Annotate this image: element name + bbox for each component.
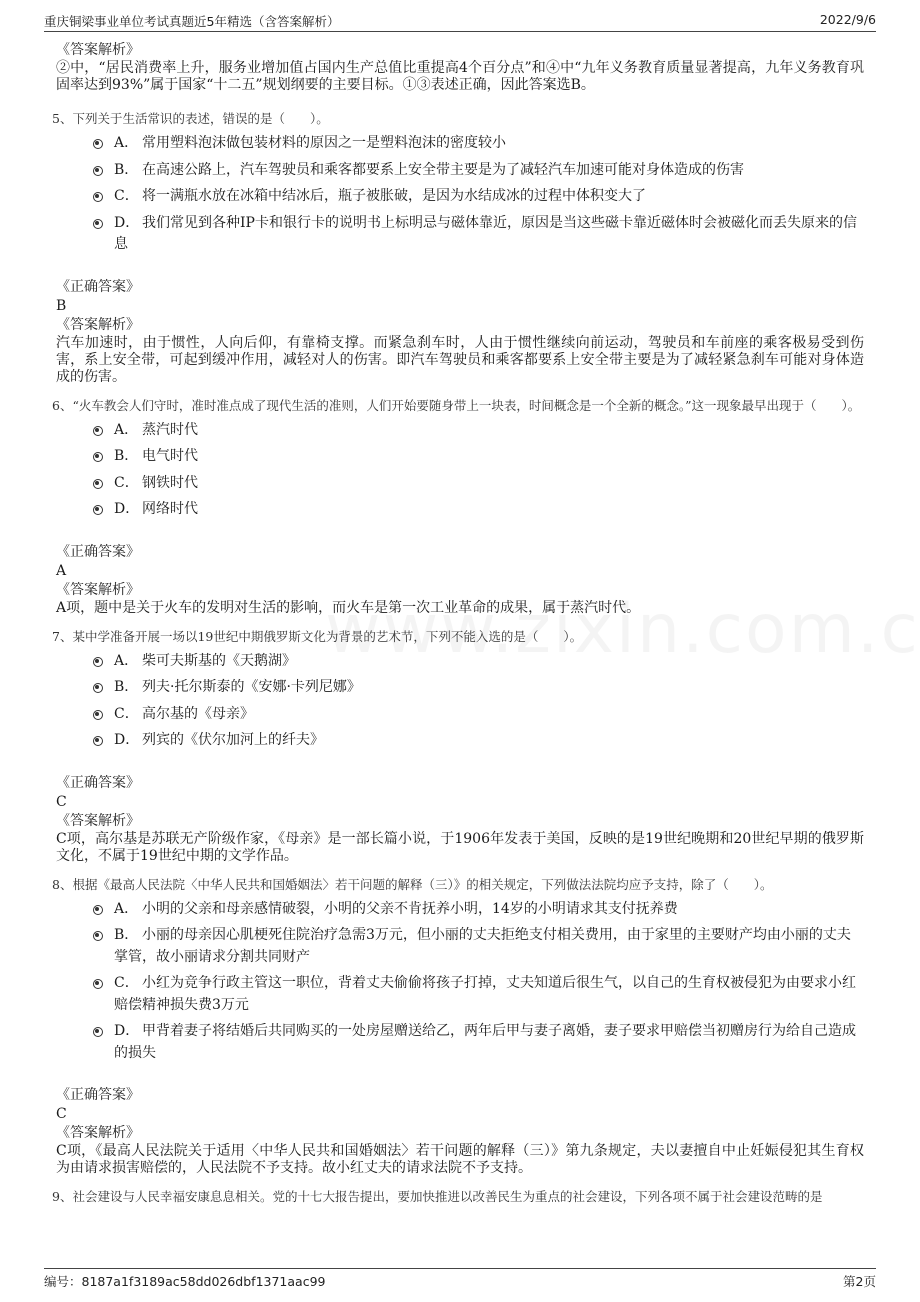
- page-header: [44, 10, 876, 30]
- analysis-label: 《答案解析》: [56, 581, 140, 598]
- answer-value: C: [56, 793, 67, 810]
- question-stem: 8、根据《最高人民法院〈中华人民共和国婚姻法〉若干问题的解释（三）》的相关规定，下列做法法院均应予支持，除了（ ）。: [52, 876, 773, 892]
- option-text: 高尔基的《母亲》: [142, 705, 254, 722]
- radio-button-icon[interactable]: [93, 905, 103, 915]
- option-text: 甲背着妻子将结婚后共同购买的一处房屋赠送给乙，两年后甲与妻子离婚，妻子要求甲赔偿当初赠房行为给自己造成的损失: [114, 1023, 856, 1061]
- answer-value: A: [56, 562, 67, 579]
- option-list: [92, 651, 864, 752]
- analysis-text: C项，《最高人民法院关于适用〈中华人民共和国婚姻法〉若干问题的解释（三）》第九条规定，夫以妻擅自中止妊娠侵犯其生育权为由请求损害赔偿的，人民法院不予支持。故小红丈夫的请求法院不予支持。: [56, 1143, 864, 1176]
- option-letter: D．: [114, 214, 140, 231]
- radio-button-icon[interactable]: [93, 736, 103, 746]
- option-text: 蒸汽时代: [142, 421, 198, 438]
- option-text: 在高速公路上，汽车驾驶员和乘客都要系上安全带主要是为了减轻汽车加速可能对身体造成的伤害: [142, 161, 744, 178]
- radio-button-icon[interactable]: [93, 219, 103, 229]
- option-text: 小丽的母亲因心肌梗死住院治疗急需3万元，但小丽的丈夫拒绝支付相关费用，由于家里的主要财产均由小丽的丈夫掌管，故小丽请求分割共同财产: [114, 927, 851, 965]
- radio-button-icon[interactable]: [93, 657, 103, 667]
- option-text: 电气时代: [142, 448, 198, 464]
- option-letter: D．: [114, 732, 140, 748]
- option-letter: B．: [114, 448, 139, 464]
- option-text: 小明的父亲和母亲感情破裂，小明的父亲不肯抚养小明，14岁的小明请求其支付抚养费: [142, 900, 678, 917]
- question-stem: 5、下列关于生活常识的表述，错误的是（ ）。: [52, 111, 329, 126]
- option-list: [92, 133, 864, 256]
- option-d[interactable]: [92, 1021, 864, 1064]
- option-letter: B．: [114, 161, 139, 178]
- option-letter: C．: [114, 705, 139, 722]
- option-text: 我们常见到各种IP卡和银行卡的说明书上标明忌与磁体靠近，原因是当这些磁卡靠近磁体时会被磁化而丢失原来的信息: [114, 214, 857, 252]
- option-d[interactable]: [92, 499, 864, 521]
- option-letter: B．: [114, 927, 139, 943]
- option-letter: A．: [114, 135, 139, 151]
- option-text: 网络时代: [142, 501, 198, 517]
- analysis-text: A项，题中是关于火车的发明对生活的影响，而火车是第一次工业革命的成果，属于蒸汽时代。: [56, 599, 641, 616]
- option-letter: D．: [114, 1023, 140, 1039]
- correct-answer-label: 《正确答案》: [56, 543, 140, 560]
- footer-divider: [44, 1268, 876, 1269]
- option-list: [92, 420, 864, 521]
- question-stem: 9、社会建设与人民幸福安康息息相关。党的十七大报告提出，要加快推进以改善民生为重点的社会建设，下列各项不属于社会建设范畴的是: [52, 1189, 823, 1204]
- option-a[interactable]: [92, 420, 864, 442]
- correct-answer-label: 《正确答案》: [56, 278, 140, 295]
- option-letter: A．: [114, 652, 139, 669]
- analysis-text: 汽车加速时，由于惯性，人向后仰，有靠椅支撑。而紧急刹车时，人由于惯性继续向前运动，驾驶员和车前座的乘客极易受到伤害，系上安全带，可起到缓冲作用，减轻对人的伤害。即汽车驾驶员和乘客都要系上安全带主要是为了减轻紧急刹车可能对身体造成的伤害。: [56, 334, 864, 385]
- option-text: 常用塑料泡沫做包装材料的原因之一是塑料泡沫的密度较小: [142, 135, 506, 151]
- header-title: 重庆铜梁事业单位考试真题近5年精选（含答案解析）: [44, 14, 340, 29]
- option-b[interactable]: [92, 446, 864, 468]
- radio-button-icon[interactable]: [93, 931, 103, 941]
- option-letter: D．: [114, 501, 140, 517]
- radio-button-icon[interactable]: [93, 1027, 103, 1037]
- analysis-label: 《答案解析》: [56, 1125, 140, 1141]
- option-text: 钢铁时代: [142, 474, 198, 491]
- option-letter: B．: [114, 679, 139, 695]
- option-text: 列宾的《伏尔加河上的纤夫》: [142, 732, 324, 748]
- answer-value: C: [56, 1106, 67, 1122]
- radio-button-icon[interactable]: [93, 710, 103, 720]
- radio-button-icon[interactable]: [93, 139, 103, 149]
- header-divider: [44, 31, 876, 32]
- radio-button-icon[interactable]: [93, 505, 103, 515]
- option-b[interactable]: [92, 677, 864, 699]
- analysis-text: ②中，“居民消费率上升，服务业增加值占国内生产总值比重提高4个百分点”和④中“九年义务教育质量显著提高，九年义务教育巩固率达到93%”属于国家“十二五”规划纲要的主要目标。①③表述正确，因此答案选B。: [56, 60, 864, 93]
- question-stem: 7、某中学准备开展一场以19世纪中期俄罗斯文化为背景的艺术节，下列不能入选的是（ ）。: [52, 628, 583, 644]
- radio-button-icon[interactable]: [93, 426, 103, 436]
- radio-button-icon[interactable]: [93, 452, 103, 462]
- option-text: 列夫·托尔斯泰的《安娜·卡列尼娜》: [142, 679, 361, 695]
- analysis-label: 《答案解析》: [56, 316, 140, 333]
- option-letter: A．: [114, 421, 139, 438]
- option-text: 将一满瓶水放在冰箱中结冰后，瓶子被胀破，是因为水结成冰的过程中体积变大了: [142, 188, 646, 204]
- option-list: [92, 899, 864, 1065]
- option-a[interactable]: [92, 899, 864, 921]
- option-a[interactable]: [92, 651, 864, 673]
- radio-button-icon[interactable]: [93, 192, 103, 202]
- option-letter: C．: [114, 474, 139, 491]
- correct-answer-label: 《正确答案》: [56, 1087, 140, 1103]
- answer-value: B: [56, 297, 67, 314]
- option-d[interactable]: [92, 730, 864, 752]
- option-c[interactable]: [92, 704, 864, 726]
- page-footer: [44, 1272, 876, 1292]
- option-text: 柴可夫斯基的《天鹅湖》: [142, 652, 296, 669]
- option-a[interactable]: [92, 133, 864, 155]
- option-letter: C．: [114, 188, 139, 204]
- option-letter: A．: [114, 900, 139, 917]
- option-letter: C．: [114, 975, 139, 991]
- option-d[interactable]: [92, 213, 864, 256]
- option-c[interactable]: [92, 473, 864, 495]
- radio-button-icon[interactable]: [93, 166, 103, 176]
- header-date: 2022/9/6: [819, 12, 876, 27]
- radio-button-icon[interactable]: [93, 683, 103, 693]
- option-text: 小红为竞争行政主管这一职位，背着丈夫偷偷将孩子打掉，丈夫知道后很生气，以自己的生育权被侵犯为由要求小红赔偿精神损失费3万元: [114, 975, 856, 1013]
- option-b[interactable]: [92, 160, 864, 182]
- correct-answer-label: 《正确答案》: [56, 774, 140, 791]
- option-c[interactable]: [92, 973, 864, 1016]
- page-number: 第2页: [843, 1274, 876, 1289]
- question-stem: 6、“火车教会人们守时，准时准点成了现代生活的准则，人们开始要随身带上一块表，时间概念是一个全新的概念。”这一现象最早出现于（ ）。: [52, 397, 861, 413]
- page-content: [52, 40, 864, 1207]
- option-c[interactable]: [92, 186, 864, 208]
- option-b[interactable]: [92, 925, 864, 968]
- analysis-label: 《答案解析》: [56, 812, 140, 829]
- analysis-text: C项，高尔基是苏联无产阶级作家，《母亲》是一部长篇小说，于1906年发表于美国，反映的是19世纪晚期和20世纪早期的俄罗斯文化，不属于19世纪中期的文学作品。: [56, 830, 864, 864]
- radio-button-icon[interactable]: [93, 979, 103, 989]
- radio-button-icon[interactable]: [93, 479, 103, 489]
- document-code: 编号：8187a1f3189ac58dd026dbf1371aac99: [44, 1274, 326, 1289]
- analysis-label: 《答案解析》: [56, 42, 140, 58]
